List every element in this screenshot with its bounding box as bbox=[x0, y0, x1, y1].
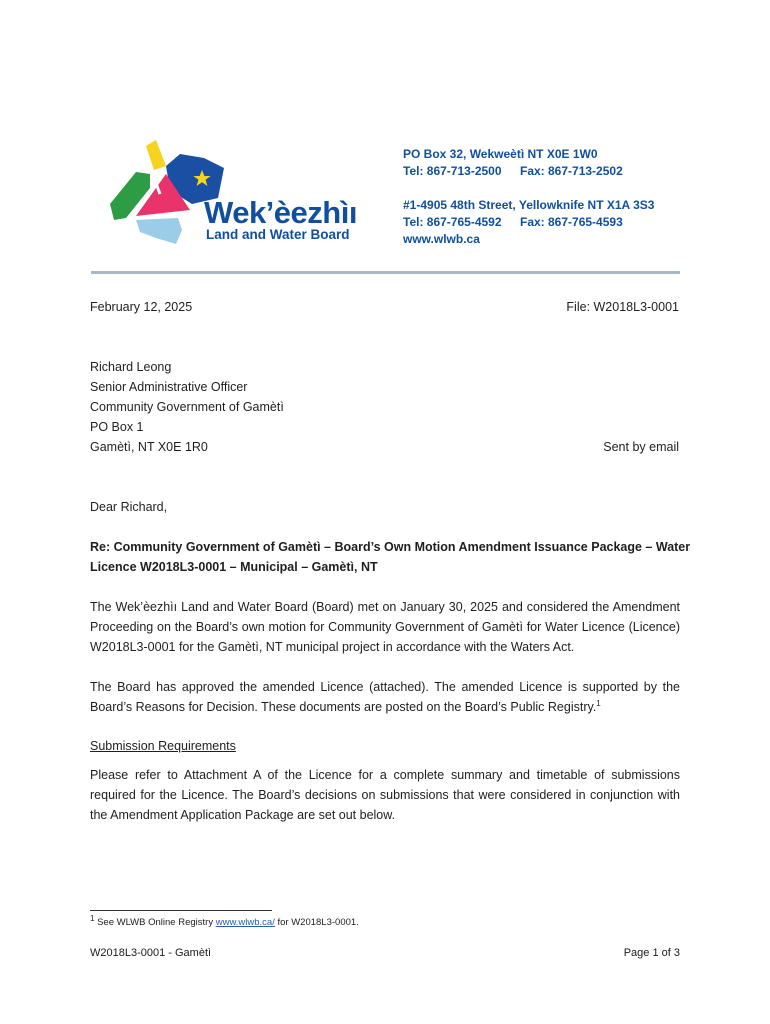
tel-1: Tel: 867-713-2500 bbox=[403, 164, 502, 178]
footer-file-ref: W2018L3-0001 - Gamètì bbox=[90, 947, 212, 959]
website-link[interactable]: www.wlwb.ca bbox=[403, 232, 480, 246]
page-number: Page 1 of 3 bbox=[623, 947, 680, 959]
paragraph-1: The Wek’èezhìı Land and Water Board (Board) met on January 30, 2025 and considered the Amendment Proceeding on the Board’s own motion for Community Government of Gamètì for Water Licence (Licence) W2018L3-0001 for the Gamètì, NT municipal project in accordance with the Waters Act. bbox=[90, 600, 680, 654]
address-line-1: PO Box 32, Wekweètì NT X0E 1W0 bbox=[403, 147, 598, 161]
letter-date: February 12, 2025 bbox=[90, 300, 193, 314]
footnote-divider bbox=[90, 910, 272, 911]
section-heading: Submission Requirements bbox=[90, 739, 236, 753]
paragraph-3: Please refer to Attachment A of the Licence for a complete summary and timetable of submissions required for the Licence. The Board’s decisions on submissions that were considered in conjunction with the Amendment Application Package are set out below. bbox=[90, 768, 680, 822]
subject-line-1: Re: Community Government of Gamètì – Board’s Own Motion Amendment Issuance Package – Water bbox=[90, 540, 691, 554]
footnote-ref: 1 bbox=[596, 698, 601, 708]
header-divider bbox=[91, 271, 680, 274]
logo-lightblue-shape bbox=[136, 218, 182, 244]
recipient-city: Gamètì, NT X0E 1R0 bbox=[90, 440, 208, 454]
salutation: Dear Richard, bbox=[90, 500, 168, 514]
recipient-box: PO Box 1 bbox=[90, 420, 144, 434]
recipient-org: Community Government of Gamètì bbox=[90, 400, 284, 414]
address-line-2: #1-4905 48th Street, Yellowknife NT X1A 3S3 bbox=[403, 198, 655, 212]
recipient-title: Senior Administrative Officer bbox=[90, 380, 248, 394]
paragraph-2-text: The Board has approved the amended Licence (attached). The amended Licence is supported by the Board’s Reasons for Decision. These documents are posted on the Board’s Public Registry. bbox=[90, 680, 680, 714]
recipient-name: Richard Leong bbox=[90, 360, 172, 374]
paragraph-2 bbox=[90, 677, 680, 717]
org-subtitle: Land and Water Board bbox=[206, 227, 350, 242]
fax-1: Fax: 867-713-2502 bbox=[520, 164, 623, 178]
delivery-method: Sent by email bbox=[603, 440, 679, 454]
file-number: File: W2018L3-0001 bbox=[566, 300, 679, 314]
phone-line-1 bbox=[403, 163, 643, 179]
tel-2: Tel: 867-765-4592 bbox=[403, 215, 502, 229]
footnote-prefix: See WLWB Online Registry bbox=[94, 917, 216, 928]
footnote-number: 1 bbox=[90, 913, 95, 923]
footnote bbox=[90, 913, 359, 930]
registry-link[interactable]: www.wlwb.ca/ bbox=[215, 917, 275, 928]
org-name: Wek’èezhìı bbox=[204, 195, 357, 230]
fax-2: Fax: 867-765-4593 bbox=[520, 215, 623, 229]
phone-line-2 bbox=[403, 214, 643, 230]
footnote-suffix: for W2018L3-0001. bbox=[274, 917, 359, 928]
subject-line-2: Licence W2018L3-0001 – Municipal – Gamètì, NT bbox=[90, 560, 378, 574]
